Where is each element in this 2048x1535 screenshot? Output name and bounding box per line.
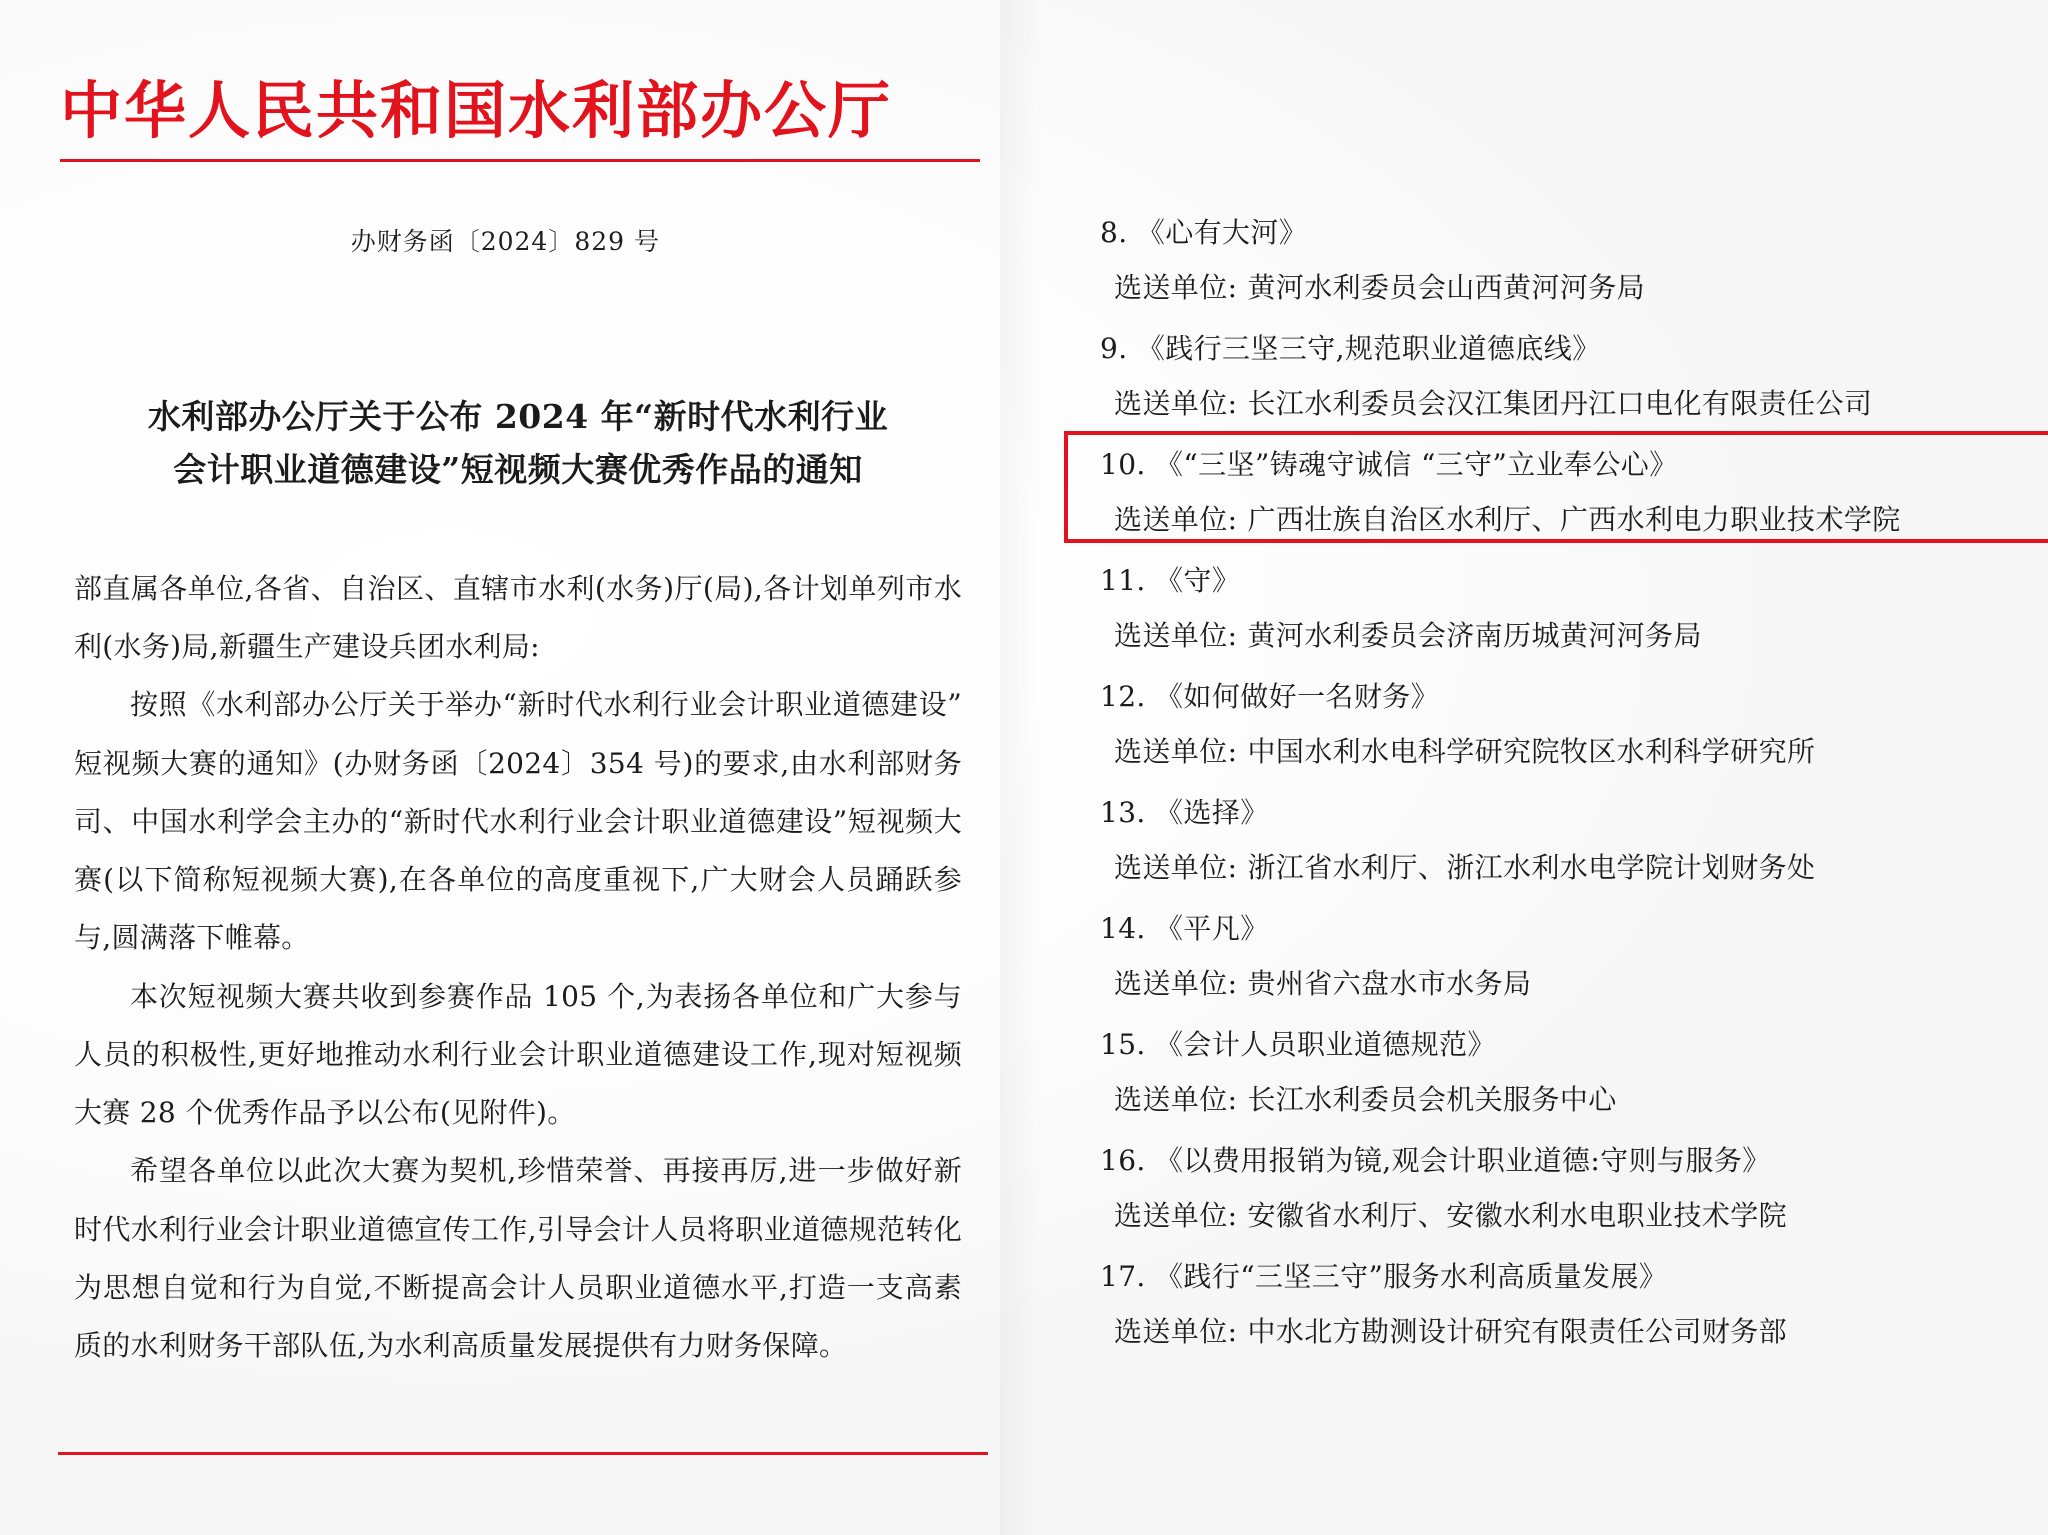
left-page (0, 0, 1020, 1535)
award-entry-unit-value: 安徽省水利厅、安徽水利水电职业技术学院 (1247, 1199, 1788, 1232)
award-entry-title: 12. 《如何做好一名财务》 (1100, 680, 1440, 713)
award-entry-unit (1100, 608, 2030, 663)
award-entry-unit-value: 贵州省六盘水市水务局 (1247, 967, 1532, 1000)
award-entry-unit-value: 黄河水利委员会山西黄河河务局 (1247, 271, 1646, 304)
award-entry-unit-label: 选送单位: (1114, 619, 1238, 652)
award-list (1100, 205, 2030, 1365)
award-entry-unit-value: 中水北方勘测设计研究有限责任公司财务部 (1247, 1315, 1788, 1348)
award-entry-unit (1100, 1072, 2030, 1127)
letterhead-divider (60, 159, 980, 162)
award-entry-unit-value: 长江水利委员会汉江集团丹江口电化有限责任公司 (1247, 387, 1873, 420)
award-entry-unit-value: 中国水利水电科学研究院牧区水利科学研究所 (1247, 735, 1816, 768)
award-entry-title: 14. 《平凡》 (1100, 912, 1269, 945)
award-entry-unit (1100, 840, 2030, 895)
award-entry-title: 15. 《会计人员职业道德规范》 (1100, 1028, 1496, 1061)
document-body (74, 560, 962, 1375)
award-entry (1100, 1249, 2030, 1359)
award-entry (1100, 1133, 2030, 1243)
award-entry-unit (1100, 260, 2030, 315)
award-entry-unit-label: 选送单位: (1114, 387, 1238, 420)
body-paragraph-1: 部直属各单位,各省、自治区、直辖市水利(水务)厅(局),各计划单列市水利(水务)局,新疆生产建设兵团水利局: (74, 572, 962, 664)
page-title-line-2: 会计职业道德建设”短视频大赛优秀作品的通知 (173, 450, 863, 490)
footer-divider (58, 1452, 988, 1455)
page-title-line-1: 水利部办公厅关于公布 2024 年“新时代水利行业 (147, 397, 889, 436)
award-entry-unit-label: 选送单位: (1114, 967, 1238, 1000)
award-entry-unit-value: 浙江省水利厅、浙江水利水电学院计划财务处 (1247, 851, 1816, 884)
award-entry (1100, 785, 2030, 895)
award-entry-unit-label: 选送单位: (1114, 1199, 1238, 1232)
award-entry-unit (1100, 376, 2030, 431)
award-entry (1100, 205, 2030, 315)
award-entry-unit (1100, 724, 2030, 779)
award-entry-unit-label: 选送单位: (1114, 503, 1238, 536)
award-entry-unit-value: 长江水利委员会机关服务中心 (1247, 1083, 1617, 1116)
award-entry-unit-label: 选送单位: (1114, 851, 1238, 884)
award-entry-unit-value: 广西壮族自治区水利厅、广西水利电力职业技术学院 (1247, 503, 1901, 536)
award-entry (1100, 1017, 2030, 1127)
award-entry-unit (1100, 1188, 2030, 1243)
award-entry-unit-label: 选送单位: (1114, 735, 1238, 768)
award-entry-title: 13. 《选择》 (1100, 796, 1269, 829)
award-entry-title: 16. 《以费用报销为镜,观会计职业道德:守则与服务》 (1100, 1144, 1771, 1177)
award-entry-title: 17. 《践行“三坚三守”服务水利高质量发展》 (1100, 1260, 1668, 1293)
document-number: 办财务函〔2024〕829 号 (350, 227, 660, 256)
award-entry (1100, 553, 2030, 663)
award-entry-title: 11. 《守》 (1100, 564, 1241, 597)
right-page (1020, 0, 2048, 1535)
award-entry-unit (1100, 492, 2030, 547)
award-entry-title: 10. 《“三坚”铸魂守诚信 “三守”立业奉公心》 (1100, 448, 1678, 481)
body-paragraph-2: 按照《水利部办公厅关于举办“新时代水利行业会计职业道德建设”短视频大赛的通知》(办财务函〔2024〕354 号)的要求,由水利部财务司、中国水利学会主办的“新时代水利行业会计职业道德建设”短视频大赛(以下简称短视频大赛),在各单位的高度重视下,广大财会人员踊跃参与,圆满落下帷幕。 (74, 688, 962, 955)
award-entry-unit-value: 黄河水利委员会济南历城黄河河务局 (1247, 619, 1702, 652)
letterhead (60, 74, 960, 162)
body-paragraph-3: 本次短视频大赛共收到参赛作品 105 个,为表扬各单位和广大参与人员的积极性,更好地推动水利行业会计职业道德建设工作,现对短视频大赛 28 个优秀作品予以公布(见附件)。 (74, 979, 962, 1130)
award-entry (1100, 321, 2030, 431)
award-entry-title: 9. 《践行三坚三守,规范职业道德底线》 (1100, 332, 1601, 365)
award-entry-unit-label: 选送单位: (1114, 1315, 1238, 1348)
award-entry (1100, 669, 2030, 779)
award-entry (1100, 901, 2030, 1011)
award-entry-unit (1100, 956, 2030, 1011)
letterhead-title: 中华人民共和国水利部办公厅 (60, 74, 893, 147)
award-entry (1100, 437, 2030, 547)
award-entry-unit-label: 选送单位: (1114, 271, 1238, 304)
page-title (74, 390, 962, 497)
body-paragraph-4: 希望各单位以此次大赛为契机,珍惜荣誉、再接再厉,进一步做好新时代水利行业会计职业道德宣传工作,引导会计人员将职业道德规范转化为思想自觉和行为自觉,不断提高会计人员职业道德水平,打造一支高素质的水利财务干部队伍,为水利高质量发展提供有力财务保障。 (74, 1154, 962, 1363)
award-entry-title: 8. 《心有大河》 (1100, 216, 1308, 249)
award-entry-unit (1100, 1304, 2030, 1359)
award-entry-unit-label: 选送单位: (1114, 1083, 1238, 1116)
